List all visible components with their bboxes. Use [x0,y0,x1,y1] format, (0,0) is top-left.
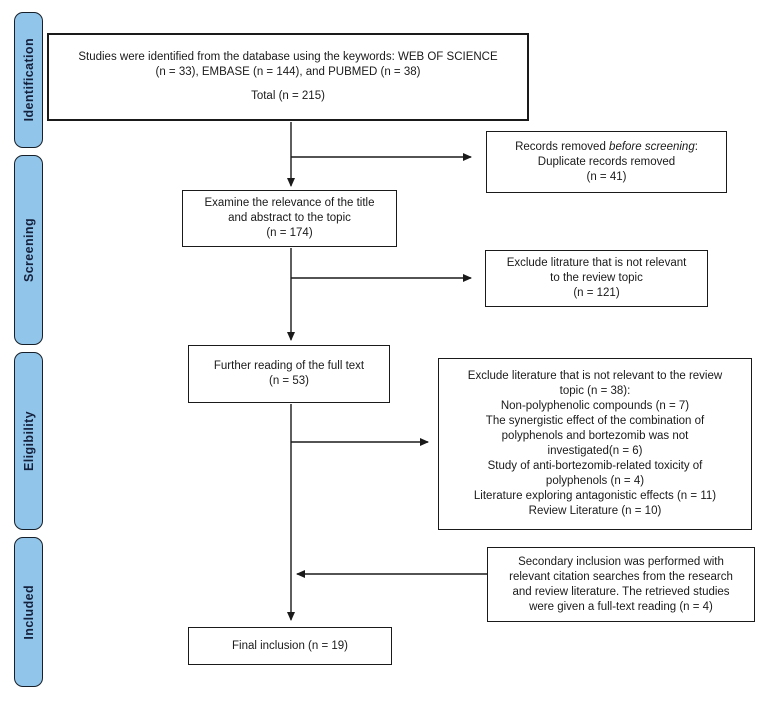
records-removed-italic: before screening [609,140,695,153]
box-exclude-title-abstract-line: (n = 121) [573,287,620,299]
box-exclude-full-text-line: polyphenols and bortezomib was not [501,430,689,442]
stage-eligibility-label: Eligibility [21,411,36,471]
box-identification-source-line: Studies were identified from the database using the keywords: WEB OF SCIENCE [78,51,498,63]
box-exclude-full-text-line: polyphenols (n = 4) [545,475,645,487]
box-exclude-title-abstract [485,250,708,307]
box-exclude-title-abstract-line: to the review topic [550,272,643,284]
box-title-abstract-line: Examine the relevance of the title [204,197,375,209]
box-secondary-inclusion-line: were given a full-text reading (n = 4) [529,600,713,613]
records-removed-prefix: Records removed [515,140,610,153]
box-title-abstract-line: and abstract to the topic [228,212,351,224]
stage-eligibility [14,352,43,530]
box-exclude-full-text-line: Review Literature (n = 10) [528,505,662,517]
box-full-text-reading [188,345,390,403]
stage-identification [14,12,43,148]
box-exclude-full-text-line: Literature exploring antagonistic effects (n = 11) [473,490,717,502]
box-exclude-title-abstract-line: Exclude litrature that is not relevant [506,257,687,269]
box-records-removed-line [515,140,698,155]
stage-identification-label: Identification [21,38,36,122]
box-secondary-inclusion-line: relevant citation searches from the research [509,570,733,583]
box-final-inclusion-label: Final inclusion (n = 19) [231,639,349,652]
box-exclude-full-text-line: Non-polyphenolic compounds (n = 7) [500,400,690,412]
box-records-removed-line: (n = 41) [586,170,627,183]
box-records-removed [486,131,727,193]
stage-included [14,537,43,687]
box-full-text-line: Further reading of the full text [213,360,365,372]
box-exclude-full-text-line: Exclude literature that is not relevant to the review [467,370,723,382]
box-exclude-full-text [438,358,752,530]
stage-screening [14,155,43,345]
box-secondary-inclusion-line: and review literature. The retrieved studies [512,585,730,598]
box-full-text-line: (n = 53) [269,375,309,387]
box-exclude-full-text-line: Study of anti-bortezomib-related toxicity of [487,460,703,472]
records-removed-suffix: : [694,140,698,153]
box-exclude-full-text-line: The synergistic effect of the combination of [485,415,705,427]
box-secondary-inclusion [487,547,755,622]
box-final-inclusion [188,627,392,665]
stage-screening-label: Screening [21,217,36,283]
box-title-abstract-line: (n = 174) [266,227,313,239]
box-identification-source-total: Total (n = 215) [251,90,325,102]
box-identification-source [47,33,529,121]
box-exclude-full-text-line: topic (n = 38): [559,385,631,397]
box-exclude-full-text-line: investigated(n = 6) [547,445,643,457]
box-records-removed-line: Duplicate records removed [537,155,676,168]
box-identification-source-line: (n = 33), EMBASE (n = 144), and PUBMED (n = 38) [155,66,421,78]
box-title-abstract-screen [182,190,397,247]
box-secondary-inclusion-line: Secondary inclusion was performed with [518,555,724,568]
stage-included-label: Included [21,584,36,640]
